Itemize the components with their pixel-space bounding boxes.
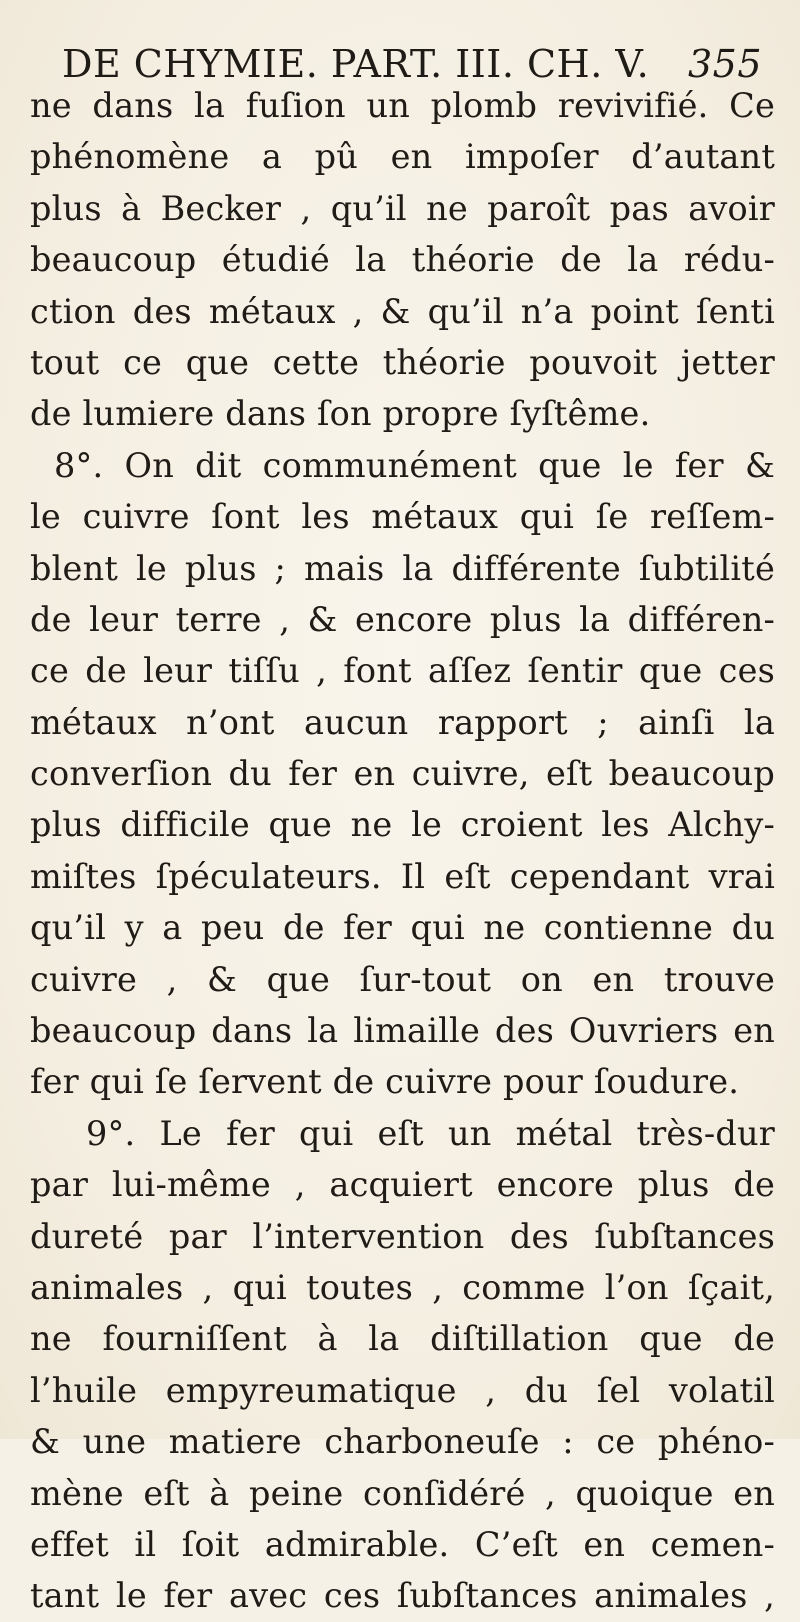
text-line: plus difficile que ne le croient les Alchy- — [30, 805, 775, 845]
text-line: par lui-même , acquiert encore plus de — [30, 1165, 775, 1205]
text-line: tout ce que cette théorie pouvoit jetter — [30, 342, 775, 382]
text-line: beaucoup étudié la théorie de la rédu- — [30, 240, 775, 280]
text-line: miſtes ſpéculateurs. Il eſt cependant vrai — [30, 856, 775, 896]
running-head: DE CHYMIE. PART. III. CH. V. — [62, 42, 650, 86]
text-line: & une matiere charboneuſe : ce phéno- — [30, 1422, 775, 1462]
text-line: métaux n’ont aucun rapport ; ainſi la — [30, 702, 775, 742]
text-line: de leur terre , & encore plus la différen- — [30, 599, 775, 639]
body-text — [30, 80, 775, 1622]
text-line: cuivre , & que ſur-tout on en trouve — [30, 959, 775, 999]
text-line: ction des métaux , & qu’il n’a point ſenti — [30, 291, 775, 331]
text-line: qu’il y a peu de fer qui ne contienne du — [30, 908, 775, 948]
text-line: dureté par l’intervention des ſubſtances — [30, 1216, 775, 1256]
text-line: phénomène a pû en impoſer d’autant — [30, 137, 775, 177]
page-number: 355 — [687, 42, 762, 86]
text-line: blent le plus ; mais la différente ſubtilité — [30, 548, 775, 588]
text-line: ne fourniſſent à la diſtillation que de — [30, 1319, 775, 1359]
text-line: converſion du fer en cuivre, eſt beaucoup — [30, 754, 775, 794]
text-line: fer qui ſe ſervent de cuivre pour ſoudure. — [30, 1062, 740, 1102]
text-line: plus à Becker , qu’il ne paroît pas avoir — [30, 188, 775, 228]
text-line: de lumiere dans ſon propre ſyſtême. — [30, 394, 651, 434]
text-line: effet il ſoit admirable. C’eſt en cemen- — [30, 1524, 775, 1564]
text-line: le cuivre ſont les métaux qui ſe reſſem- — [30, 497, 775, 537]
text-line: 9°. Le fer qui eſt un métal très-dur — [86, 1113, 775, 1153]
text-line: ne dans la fuſion un plomb revivifié. Ce — [30, 86, 775, 125]
text-line: l’huile empyreumatique , du ſel volatil — [30, 1370, 775, 1410]
text-line: 8°. On dit communément que le fer & — [54, 445, 775, 485]
text-line: ce de leur tiſſu , font aſſez ſentir que ces — [30, 651, 775, 691]
text-line: mène eſt à peine conſidéré , quoique en — [30, 1473, 775, 1513]
text-line: tant le fer avec ces ſubſtances animales , — [30, 1576, 775, 1616]
text-line: beaucoup dans la limaille des Ouvriers en — [30, 1011, 775, 1051]
text-line: animales , qui toutes , comme l’on ſçait, — [30, 1267, 775, 1307]
